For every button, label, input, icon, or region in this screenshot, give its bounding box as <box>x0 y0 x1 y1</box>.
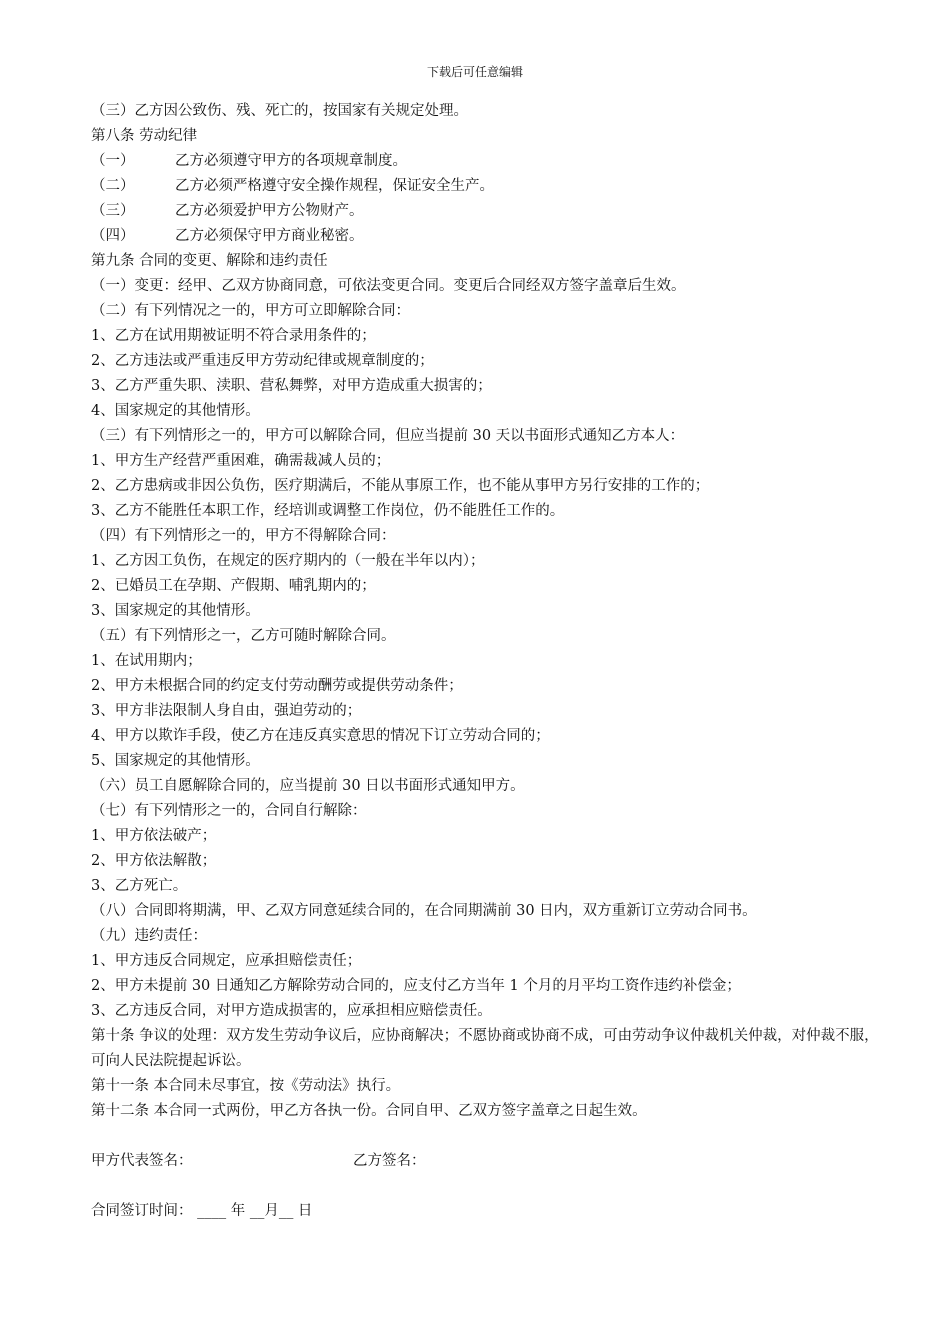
item-index: （一） <box>91 153 135 169</box>
text-line: 第九条 合同的变更、解除和违约责任 <box>91 253 328 269</box>
discipline-item <box>91 149 886 174</box>
discipline-item <box>91 174 886 199</box>
text-line: 2、甲方依法解散； <box>91 853 217 869</box>
text-line: 2、乙方违法或严重违反甲方劳动纪律或规章制度的； <box>91 353 434 369</box>
text-line: 4、甲方以欺诈手段，使乙方在违反真实意思的情况下订立劳动合同的； <box>91 728 550 744</box>
text-line: 3、乙方死亡。 <box>91 878 188 894</box>
item-text: 乙方必须保守甲方商业秘密。 <box>175 228 364 244</box>
text-line: 3、乙方不能胜任本职工作，经培训或调整工作岗位，仍不能胜任工作的。 <box>91 503 565 519</box>
text-line: 3、甲方非法限制人身自由，强迫劳动的； <box>91 703 362 719</box>
text-line: （六）员工自愿解除合同的，应当提前 30 日以书面形式通知甲方。 <box>91 778 525 794</box>
article-10: 第十条 争议的处理：双方发生劳动争议后，应协商解决；不愿协商或协商不成，可由劳动争议仲裁机关仲裁，对仲裁不服，可向人民法院提起诉讼。 <box>91 1028 879 1069</box>
spacer <box>91 1124 886 1149</box>
spacer <box>91 1174 886 1199</box>
text-line: （三）乙方因公致伤、残、死亡的，按国家有关规定处理。 <box>91 103 468 119</box>
text-line: （七）有下列情形之一的，合同自行解除： <box>91 803 367 819</box>
contract-body <box>91 99 886 1224</box>
top-lines <box>91 99 886 149</box>
item-text: 乙方必须遵守甲方的各项规章制度。 <box>175 153 407 169</box>
text-line: （二）有下列情况之一的，甲方可立即解除合同： <box>91 303 410 319</box>
text-line: （九）违约责任： <box>91 928 207 944</box>
item-text: 乙方必须严格遵守安全操作规程，保证安全生产。 <box>175 178 494 194</box>
text-line: 1、在试用期内； <box>91 653 202 669</box>
party-a-signature: 甲方代表签名： <box>91 1153 193 1169</box>
signing-date: 合同签订时间： ____ 年 __月__ 日 <box>91 1203 313 1219</box>
discipline-item <box>91 224 886 249</box>
page-header: 下载后可任意编辑 <box>426 65 523 79</box>
text-line: 5、国家规定的其他情形。 <box>91 753 260 769</box>
text-line: （五）有下列情形之一，乙方可随时解除合同。 <box>91 628 396 644</box>
text-line: 1、乙方因工负伤，在规定的医疗期内的（一般在半年以内）； <box>91 553 485 569</box>
text-line: 2、甲方未提前 30 日通知乙方解除劳动合同的，应支付乙方当年 1 个月的月平均工资作违约补偿金； <box>91 978 741 994</box>
text-line: （四）有下列情形之一的，甲方不得解除合同： <box>91 528 396 544</box>
text-line: 1、甲方生产经营严重困难，确需裁减人员的； <box>91 453 391 469</box>
text-line: 3、乙方违反合同，对甲方造成损害的，应承担相应赔偿责任。 <box>91 1003 492 1019</box>
text-line: 1、甲方违反合同规定，应承担赔偿责任； <box>91 953 362 969</box>
item-index: （三） <box>91 203 135 219</box>
text-line: 1、乙方在试用期被证明不符合录用条件的； <box>91 328 376 344</box>
text-line: （八）合同即将期满，甲、乙双方同意延续合同的，在合同期满前 30 日内，双方重新订立劳动合同书。 <box>91 903 757 919</box>
item-text: 乙方必须爱护甲方公物财产。 <box>175 203 364 219</box>
text-line: 第八条 劳动纪律 <box>91 128 198 144</box>
main-lines <box>91 249 886 1024</box>
text-line: 2、乙方患病或非因公负伤，医疗期满后，不能从事原工作，也不能从事甲方另行安排的工作的； <box>91 478 710 494</box>
article-11: 第十一条 本合同未尽事宜，按《劳动法》执行。 <box>91 1078 401 1094</box>
text-line: 3、乙方严重失职、渎职、营私舞弊，对甲方造成重大损害的； <box>91 378 492 394</box>
article-12: 第十二条 本合同一式两份，甲乙方各执一份。合同自甲、乙双方签字盖章之日起生效。 <box>91 1103 647 1119</box>
discipline-list <box>91 149 886 249</box>
text-line: 1、甲方依法破产； <box>91 828 217 844</box>
text-line: 4、国家规定的其他情形。 <box>91 403 260 419</box>
text-line: （一）变更：经甲、乙双方协商同意，可依法变更合同。变更后合同经双方签字盖章后生效。 <box>91 278 686 294</box>
text-line: （三）有下列情形之一的，甲方可以解除合同，但应当提前 30 天以书面形式通知乙方本人： <box>91 428 685 444</box>
party-b-signature: 乙方签名： <box>353 1153 426 1169</box>
text-line: 2、已婚员工在孕期、产假期、哺乳期内的； <box>91 578 376 594</box>
discipline-item <box>91 199 886 224</box>
item-index: （四） <box>91 228 135 244</box>
signature-row <box>91 1149 886 1174</box>
text-line: 3、国家规定的其他情形。 <box>91 603 260 619</box>
text-line: 2、甲方未根据合同的约定支付劳动酬劳或提供劳动条件； <box>91 678 463 694</box>
item-index: （二） <box>91 178 135 194</box>
